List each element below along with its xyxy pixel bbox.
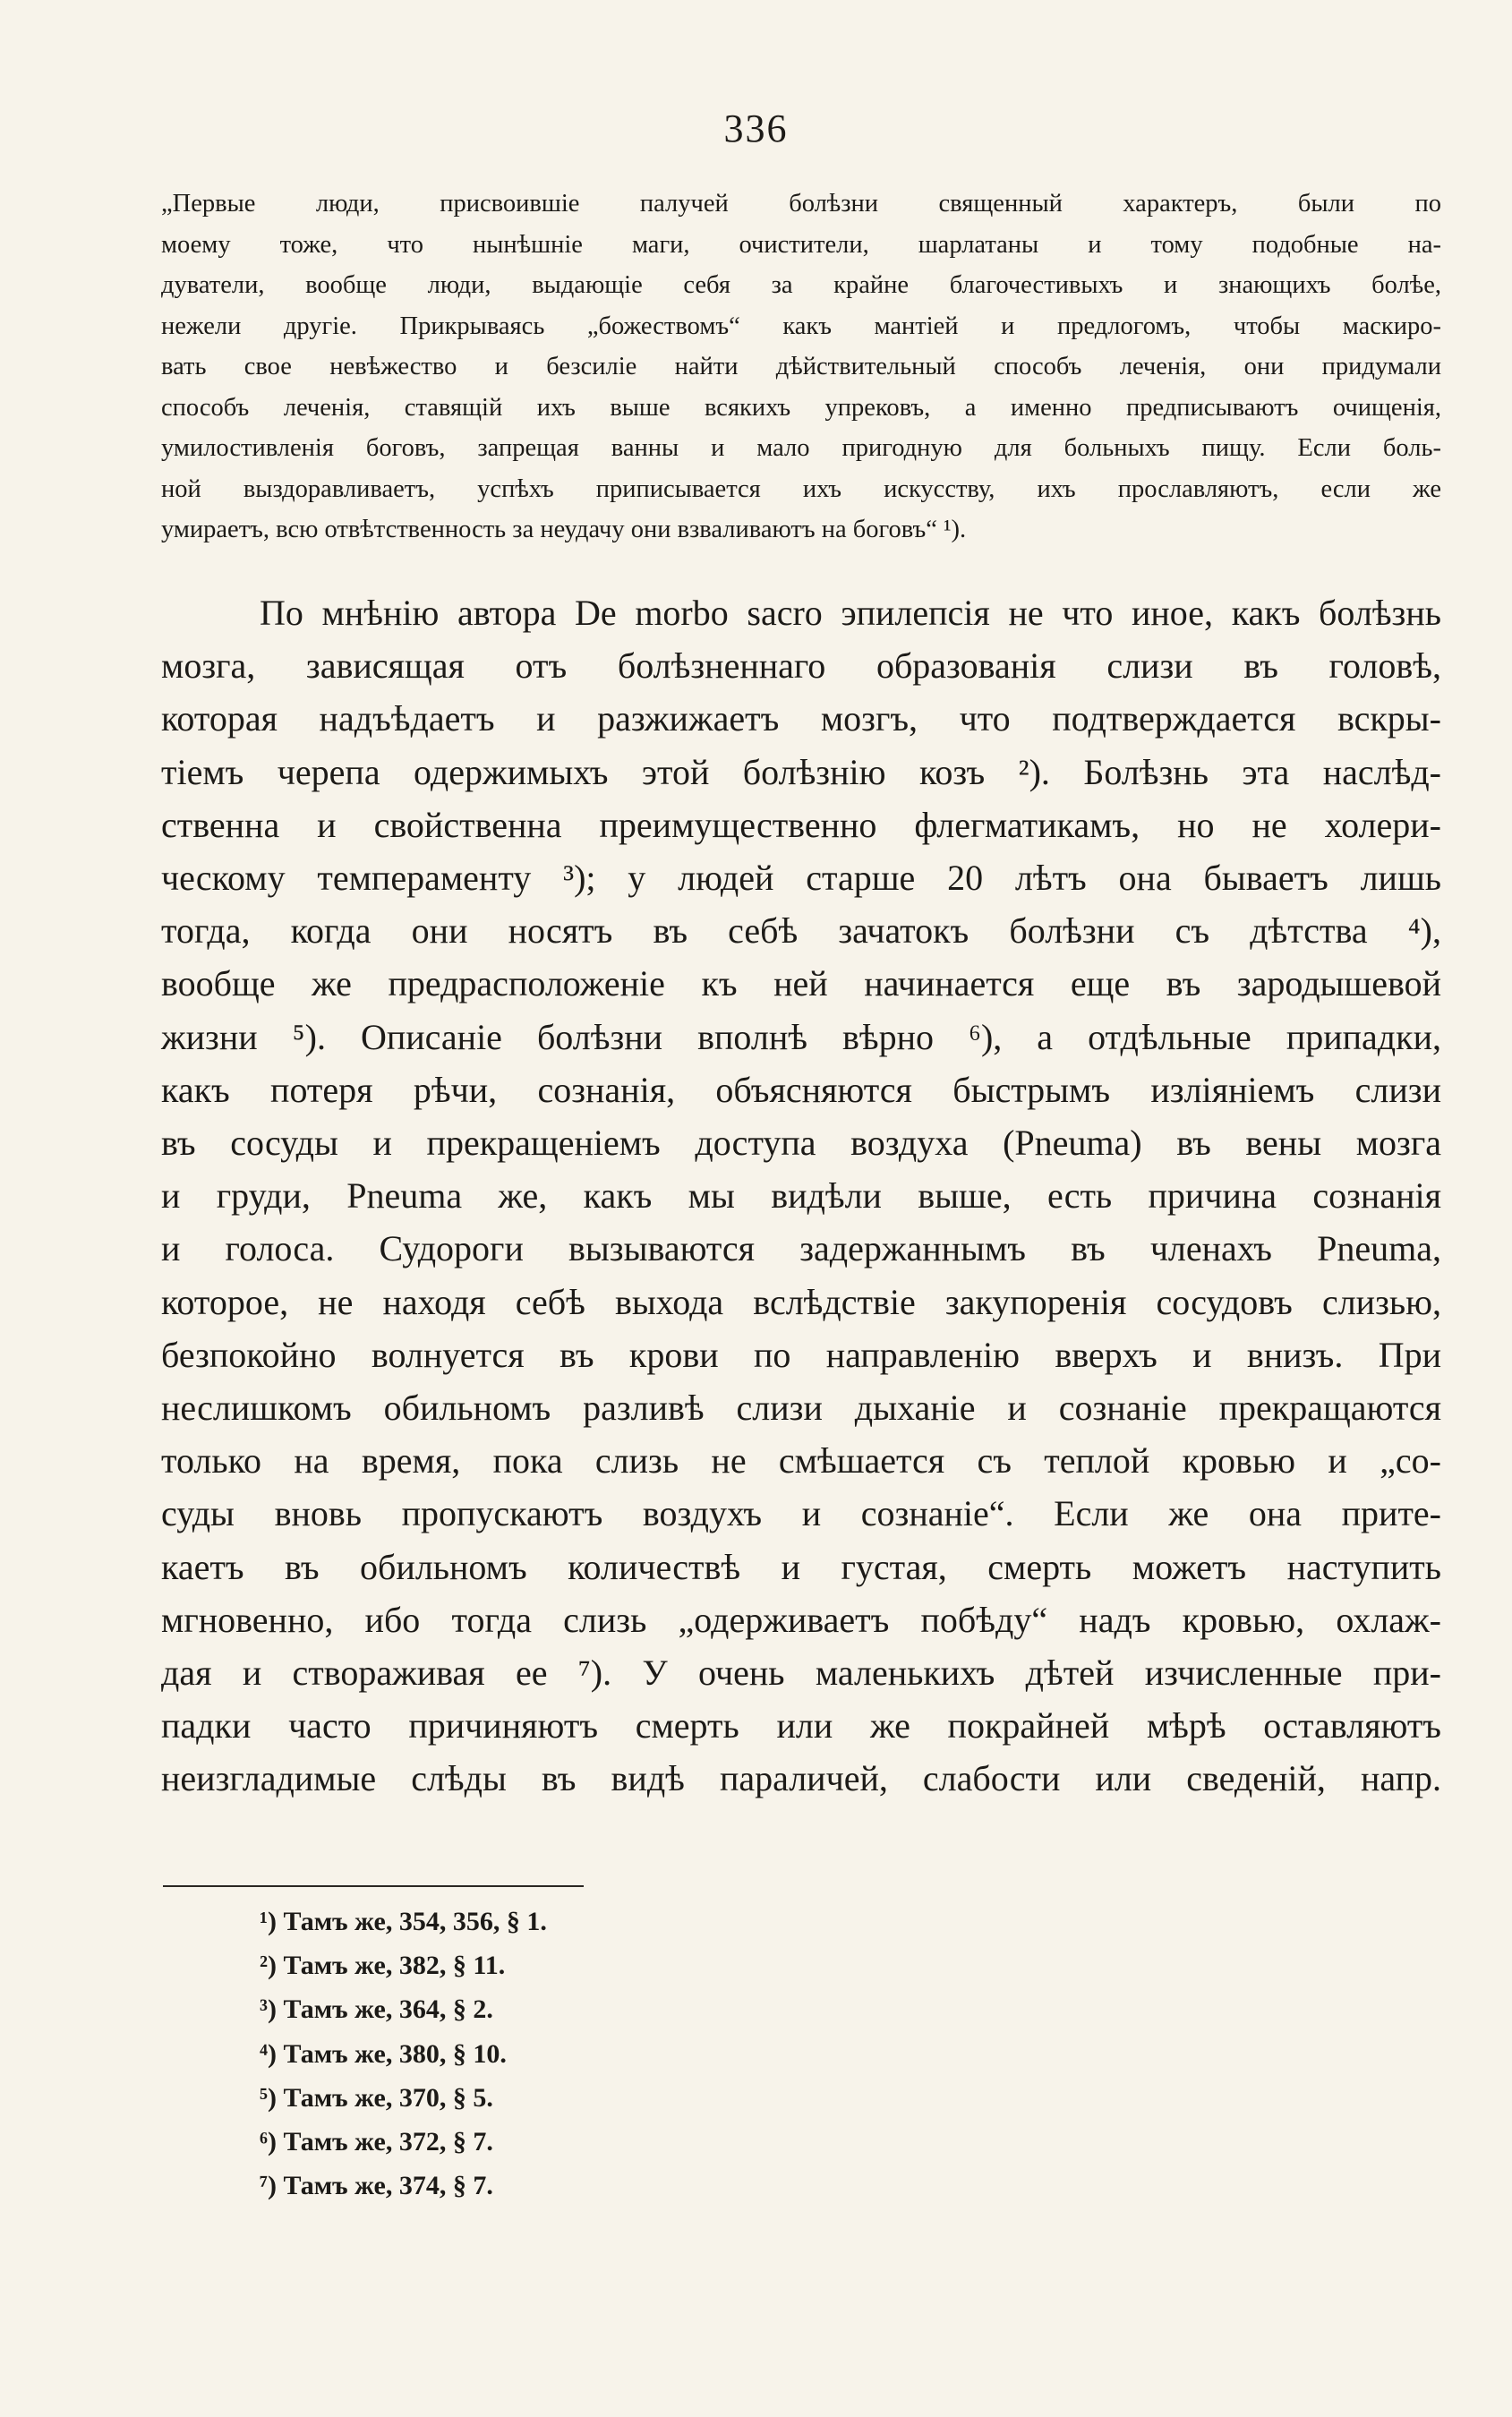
paragraph-line: неизгладимые слѣды въ видѣ параличей, слабости или сведеній, напр. [161, 1758, 1441, 1799]
quote-line: умилостивленія боговъ, запрещая ванны и мало пригодную для больныхъ пищу. Если боль- [161, 434, 1441, 462]
paragraph-line: которое, не находя себѣ выхода вслѣдствіе закупоренія сосудовъ слизью, [161, 1281, 1441, 1322]
paragraph-line: неслишкомъ обильномъ разливѣ слизи дыханіе и сознаніе прекращаются [161, 1388, 1441, 1429]
footnote: ²) Тамъ же, 382, § 11. [260, 1951, 506, 1981]
paragraph-line: мозга, зависящая отъ болѣзненнаго образованія слизи въ головѣ, [161, 645, 1441, 687]
footnote: ³) Тамъ же, 364, § 2. [260, 1994, 493, 2025]
quote-line: дуватели, вообще люди, выдающіе себя за крайне благочестивыхъ и знающихъ болѣе, [161, 271, 1441, 299]
paragraph-line: тогда, когда они носятъ въ себѣ зачатокъ болѣзни съ дѣтства ⁴), [161, 910, 1441, 952]
paragraph-line: и груди, Pneuma же, какъ мы видѣли выше, есть причина сознанія [161, 1175, 1441, 1217]
paragraph-line: каетъ въ обильномъ количествѣ и густая, смерть можетъ наступить [161, 1546, 1441, 1587]
footnotes [260, 1900, 547, 2208]
footnote: ⁷) Тамъ же, 374, § 7. [260, 2171, 493, 2201]
quote-line: умираетъ, всю отвѣтственность за неудачу они взваливаютъ на боговъ“ ¹). [161, 516, 967, 543]
paragraph-line: которая надъѣдаетъ и разжижаетъ мозгъ, что подтверждается вскры- [161, 698, 1441, 739]
paragraph-line: только на время, пока слизь не смѣшается съ теплой кровью и „со- [161, 1440, 1441, 1482]
paragraph-line: падки часто причиняютъ смерть или же покрайней мѣрѣ оставляютъ [161, 1705, 1441, 1747]
paragraph-line: мгновенно, ибо тогда слизь „одерживаетъ побѣду“ надъ кровью, охлаж- [161, 1599, 1441, 1640]
quote-line: моему тоже, что нынѣшніе маги, очистители, шарлатаны и тому подобные на- [161, 230, 1441, 259]
paragraph-line: ческому темпераменту ³); у людей старше 20 лѣтъ она бываетъ лишь [161, 858, 1441, 899]
page-number: 336 [723, 107, 789, 150]
paragraph-line: тіемъ черепа одержимыхъ этой болѣзнію козъ ²). Болѣзнь эта наслѣд- [161, 751, 1441, 792]
paragraph-line: какъ потеря рѣчи, сознанія, объясняются быстрымъ изліяніемъ слизи [161, 1069, 1441, 1110]
paragraph-line: безпокойно волнуется въ крови по направленію вверхъ и внизъ. При [161, 1334, 1441, 1375]
quotation-block [161, 184, 1441, 551]
paragraph-line: По мнѣнію автора De morbo sacro эпилепсія не что иное, какъ болѣзнь [260, 593, 1441, 633]
quote-line: ной выздоравливаетъ, успѣхъ приписывается ихъ искусству, ихъ прославляютъ, если же [161, 474, 1441, 503]
paragraph-line: дая и створаживая ее ⁷). У очень маленькихъ дѣтей изчисленные при- [161, 1653, 1441, 1694]
paragraph-line: въ сосуды и прекращеніемъ доступа воздуха (Pneuma) въ вены мозга [161, 1123, 1441, 1164]
paragraph-line: ственна и свойственна преимущественно флегматикамъ, но не холери- [161, 804, 1441, 845]
quote-line: „Первые люди, присвоившіе палучей болѣзни священный характеръ, были по [161, 190, 1441, 218]
footnote: ⁵) Тамъ же, 370, § 5. [260, 2082, 493, 2113]
paragraph-line: жизни ⁵). Описаніе болѣзни вполнѣ вѣрно ⁶), а отдѣльные припадки, [161, 1016, 1441, 1057]
paragraph-line: вообще же предрасположеніе къ ней начинается еще въ зародышевой [161, 963, 1441, 1004]
footnote: ⁶) Тамъ же, 372, § 7. [260, 2127, 493, 2157]
footnote: ⁴) Тамъ же, 380, § 10. [260, 2038, 507, 2069]
quote-line: вать свое невѣжество и безсиліе найти дѣйствительный способъ леченія, они придумали [161, 353, 1441, 380]
quote-line: нежели другіе. Прикрываясь „божествомъ“ какъ мантіей и предлогомъ, чтобы маскиро- [161, 312, 1441, 340]
paragraph-line: суды вновь пропускаютъ воздухъ и сознаніе“. Если же она прите- [161, 1493, 1441, 1534]
paragraph-line: и голоса. Судороги вызываются задержаннымъ въ членахъ Pneuma, [161, 1228, 1441, 1269]
main-paragraph [161, 586, 1441, 1806]
footnote: ¹) Тамъ же, 354, 356, § 1. [260, 1907, 547, 1936]
footnote-divider [163, 1885, 584, 1887]
quote-line: способъ леченія, ставящій ихъ выше всякихъ упрековъ, а именно предписываютъ очищенія, [161, 393, 1441, 422]
